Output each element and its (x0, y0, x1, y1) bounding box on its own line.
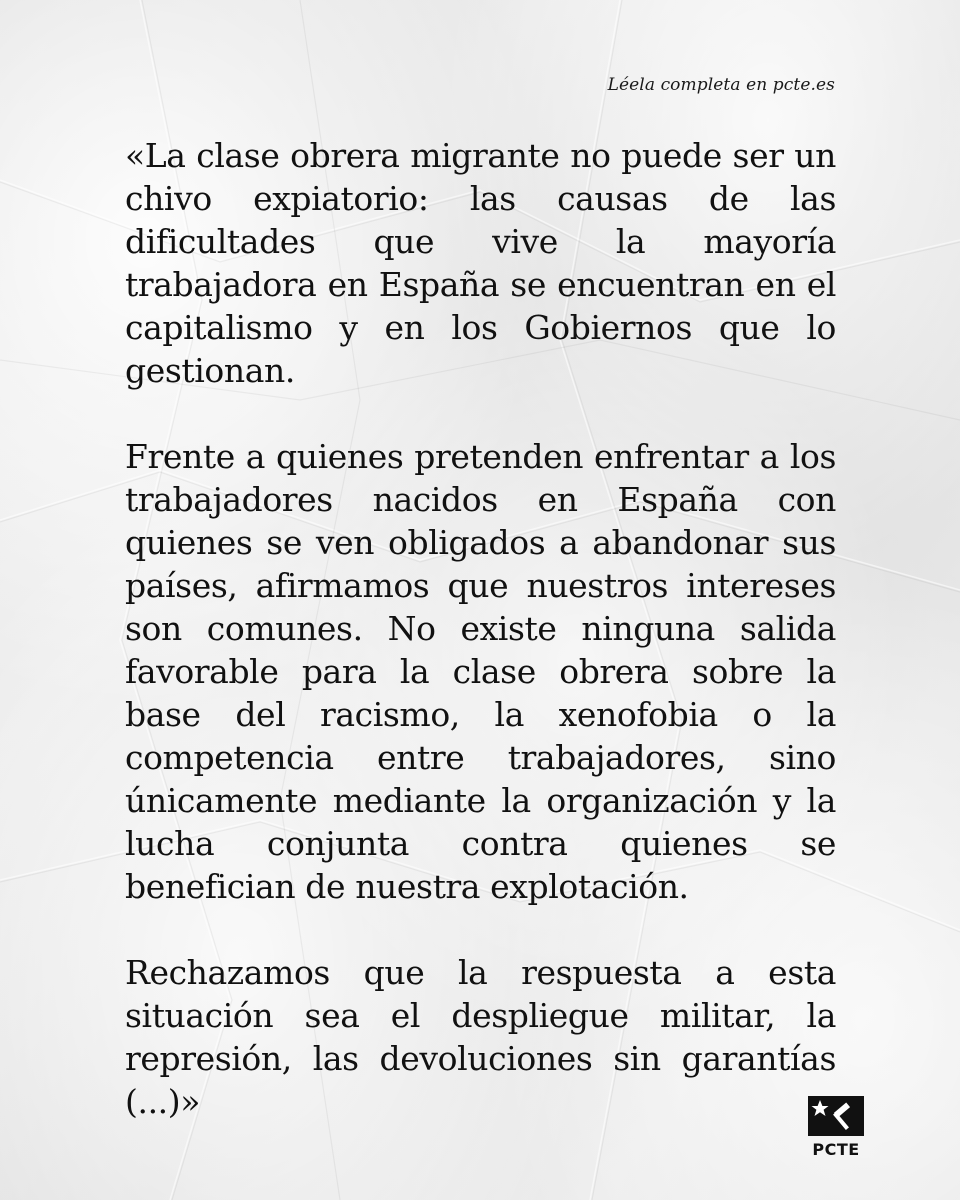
quote-paragraph-3: Rechazamos que la respuesta a esta situación sea el despliegue militar, la represión, las devoluciones sin garantías (...)» (125, 953, 836, 1121)
hammer-sickle-star-icon (800, 1092, 872, 1138)
quote-block (125, 134, 836, 1123)
read-full-note: Léela completa en pcte.es (607, 75, 835, 95)
quote-paragraph-2: Frente a quienes pretenden enfrentar a los trabajadores nacidos en España con quienes se ven obligados a abandonar sus países, afirmamos que nuestros intereses son comunes. No existe ninguna salida favorable para la clase obrera sobre la base del racismo, la xenofobia o la competencia entre trabajadores, sino únicamente mediante la organización y la lucha conjunta contra quienes se benefician de nuestra explotación. (125, 437, 836, 906)
pcte-logo (800, 1092, 872, 1164)
quote-paragraph-1: «La clase obrera migrante no puede ser un chivo expiatorio: las causas de las dificultades que vive la mayoría trabajadora en España se encuentran en el capitalismo y en los Gobiernos que lo gestionan. (125, 136, 836, 390)
logo-text: PCTE (812, 1140, 860, 1159)
